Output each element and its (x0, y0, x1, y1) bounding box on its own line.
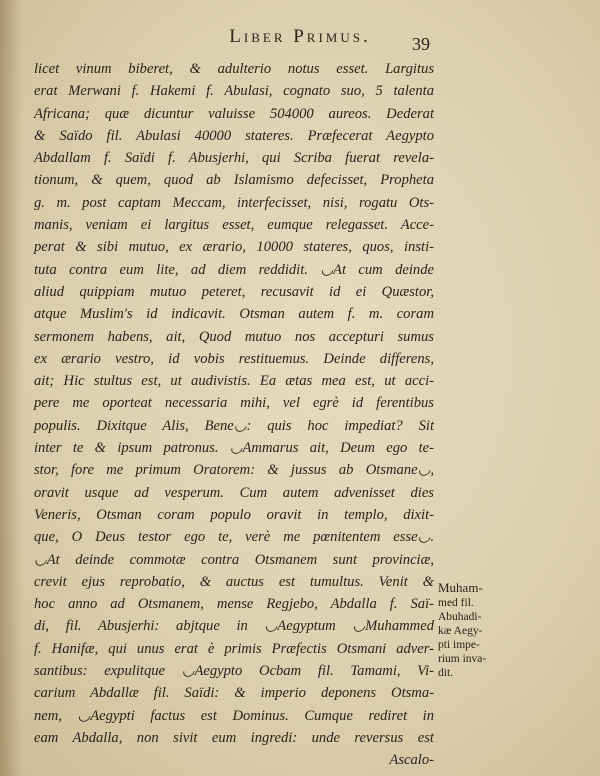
margin-note-line: kæ Aegy- (438, 625, 483, 637)
margin-note-line: med fil. (438, 597, 474, 609)
text-line: crevit ejus reprobatio, & auctus est tumultus. Venit & (34, 573, 434, 590)
text-line: populis. Dixitque Alis, Bene◡: quis hoc impediat? Sit (34, 417, 434, 434)
text-line: & Saïdo fil. Abulasi 40000 stateres. Præfecerat Aegypto (34, 127, 434, 144)
text-line: oravit usque ad vesperum. Cum autem advenisset dies (34, 484, 434, 501)
text-line: ex ærario vestro, id vobis restituemus. Deinde differens, (34, 350, 434, 367)
text-line: santibus: expulitque ◡Aegypto Ocbam fil. Tamami, Vi- (34, 663, 434, 680)
text-line: perat & sibi mutuo, ex ærario, 10000 stateres, quos, insti- (34, 239, 434, 256)
text-line: f. Hanifæ, qui unus erat è primis Præfectis Otsmani adver- (34, 640, 434, 657)
margin-note-line: Muham- (438, 580, 483, 595)
text-line: aliud quippiam mutuo peteret, recusavit id ei Quæstor, (34, 283, 434, 300)
text-line: tionum, & quem, quod ab Islamismo defecisset, Propheta (34, 172, 434, 189)
text-line: stor, fore me primum Oratorem: & jussus ab Otsmane◡, (34, 462, 434, 479)
text-line: di, fil. Abusjerhi: abjtque in ◡Aegyptum ◡Muhammed (34, 618, 434, 635)
text-line: ait; Hic stultus est, ut audivistis. Ea ætas mea est, ut acci- (34, 373, 434, 390)
text-line: Veneris, Otsman coram populo oravit in templo, dixit- (34, 506, 434, 523)
marginal-note (438, 580, 528, 680)
margin-note-line: rium inva- (438, 653, 487, 665)
margin-note-line: Abuhadi- (438, 611, 482, 623)
text-line: carium Abdallæ fil. Saïdi: & imperio deponens Otsma- (34, 685, 434, 702)
page-number: 39 (412, 34, 430, 54)
text-line: manis, veniam ei largitus esset, eumque relegasset. Acce- (34, 217, 434, 234)
running-header: Liber Primus. (229, 26, 371, 47)
text-line: licet vinum biberet, & adulterio notus esset. Largitus (34, 61, 434, 77)
catchword-line: Ascalo- (389, 752, 434, 769)
text-line: tuta contra eum lite, ad diem reddidit. ◡At cum deinde (34, 261, 434, 278)
text-line: eam Abdalla, non sivit eum ingredi: unde reversus est (34, 729, 434, 746)
text-line: pere me oporteat necessaria mihi, vel egrè id ferentibus (34, 395, 434, 412)
page-gutter-shadow (0, 0, 22, 776)
text-line: erat Merwani f. Hakemi f. Abulasi, cognato suo, 5 talenta (34, 83, 434, 100)
text-line: g. m. post captam Meccam, interfecisset, nisi, rogatu Ots- (34, 194, 434, 211)
text-line: Africana; quæ dicuntur valuisse 504000 aureos. Dederat (34, 105, 434, 122)
text-line: nem, ◡Aegypti factus est Dominus. Cumque rediret in (34, 707, 434, 724)
text-line: sermonem habens, ait, Quod mutuo nos accepturi sumus (34, 328, 434, 345)
margin-note-line: pti impe- (438, 639, 480, 651)
text-line: que, O Deus testor ego te, verè me pœnitentem esse◡. (34, 529, 434, 546)
text-line: ◡At deinde commotæ contra Otsmanem sunt provinciæ, (34, 551, 434, 568)
margin-note-line: dit. (438, 667, 454, 679)
text-line: inter te & ipsum patronus. ◡Ammarus ait, Deum ego te- (34, 440, 434, 457)
text-line: atque Muslim's id indicavit. Otsman autem f. m. coram (34, 306, 434, 323)
main-text-block (34, 58, 434, 772)
text-line: Abdallam f. Saïdi f. Abusjerhi, qui Scriba fuerat revela- (34, 150, 434, 167)
text-line: hoc anno ad Otsmanem, mense Regjebo, Abdalla f. Saï- (34, 596, 434, 613)
